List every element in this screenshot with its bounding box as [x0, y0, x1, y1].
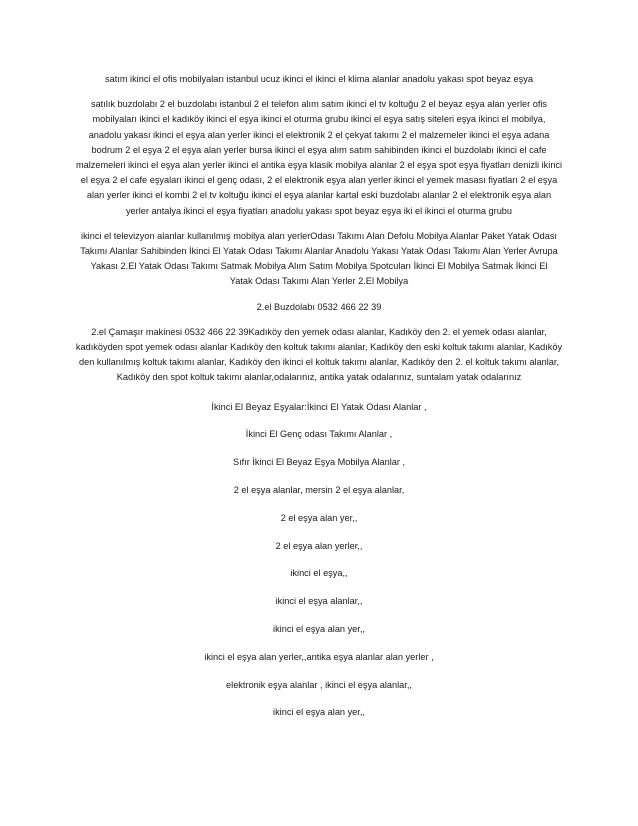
list-line: ikinci el eşya alan yer,, — [273, 707, 365, 718]
paragraph-fridge-phone: 2.el Buzdolabı 0532 466 22 39 — [256, 301, 382, 312]
list-line: 2 el eşya alanlar, mersin 2 el eşya alanlar, — [233, 485, 405, 496]
list-line: elektronik eşya alanlar , ikinci el eşya alanlar,, — [226, 679, 412, 690]
list-line: 2 el eşya alan yerler,, — [275, 540, 363, 551]
document-page — [75, 72, 563, 733]
list-line: Sıfır İkinci El Beyaz Eşya Mobilya Alanlar , — [232, 457, 406, 468]
list-line: ikinci el eşya alan yer,, — [273, 624, 365, 635]
list-line: ikinci el eşya,, — [290, 568, 348, 579]
paragraph-bedroom-sets: ikinci el televizyon alanlar kullanılmış mobilya alan yerlerOdası Takımı Alan Defolu Mobilya Alanlar Paket Yatak Odası Takımı Alanlar Sahibinden İkinci El Yatak Odası Takımı Alanlar Anadolu Yakası Yatak Odası Takımı Alan Yerler Avrupa Yakası 2.El Yatak Odası Takımı Satmak Mobilya Alım Satım Mobilya Spotcuları İkinci El Mobilya Satmak İkinci El Yatak Odası Takımı Alan Yerler 2.El Mobilya — [80, 230, 558, 287]
list-line: ikinci el eşya alanlar,, — [275, 596, 363, 607]
paragraph-intro: satım ikinci el ofis mobilyaları istanbul ucuz ikinci el ikinci el klima alanlar anadolu yakası spot beyaz eşya — [105, 74, 533, 84]
list-line: İkinci El Genç odası Takımı Alanlar , — [245, 429, 393, 440]
list-line: ikinci el eşya alan yerler,,antika eşya alanlar alan yerler , — [204, 651, 434, 662]
paragraph-kadikoy: 2.el Çamaşır makinesi 0532 466 22 39Kadıköy den yemek odası alanlar, Kadıköy den 2. el yemek odası alanlar, kadıköyden spot yemek odası alanlar Kadıköy den koltuk takımı alanlar, Kadıköy den eski koltuk takımı alanlar, Kadıköy den kullanılmış koltuk takımı alanlar, Kadıköy den ikinci el koltuk takımı alanlar, Kadıköy den 2. el koltuk takımı alanlar, Kadıköy den spot koltuk takımı alanlar,odalarınız, antika yatak odalarınız, suntalam yatak odalarınız — [75, 326, 563, 383]
list-line: 2 el eşya alan yer,, — [280, 512, 358, 523]
list-line: İkinci El Beyaz Eşyalar:İkinci El Yatak Odası Alanlar , — [211, 401, 427, 412]
paragraph-keywords: satılık buzdolabı 2 el buzdolabı istanbul 2 el telefon alım satım ikinci el tv koltuğu 2 el beyaz eşya alan yerler ofis mobilyaları ikinci el kadıköy ikinci el eşya ikinci el oturma grubu ikinci el eşya satış siteleri eşya ikinci el mobilya, anadolu yakası ikinci el eşya alan yerler ikinci el elektronik 2 el çekyat takımı 2 el malzemeler ikinci el eşya adana bodrum 2 el eşya 2 el eşya alan yerler bursa ikinci el eşya alım satım sahibinden ikinci el buzdolabı ikinci el cafe malzemeleri ikinci el eşya alan yerler ikinci el antika eşya klasik mobilya alanlar 2 el eşya spot eşya fiyatları denizli ikinci el eşya 2 el cafe eşyaları ikinci el genç odası, 2 el elektronik eşya alan yerler ikinci el yemek masası fiyatları 2 el eşya alan yerler ikinci el kombi 2 el tv koltuğu ikinci el eşya alanlar kartal eski buzdolabı alanlar 2 el elektronik eşya alan yerler antalya ikinci el eşya fiyatları anadolu yakası spot beyaz eşya iki el ikinci el oturma grubu — [75, 99, 563, 216]
